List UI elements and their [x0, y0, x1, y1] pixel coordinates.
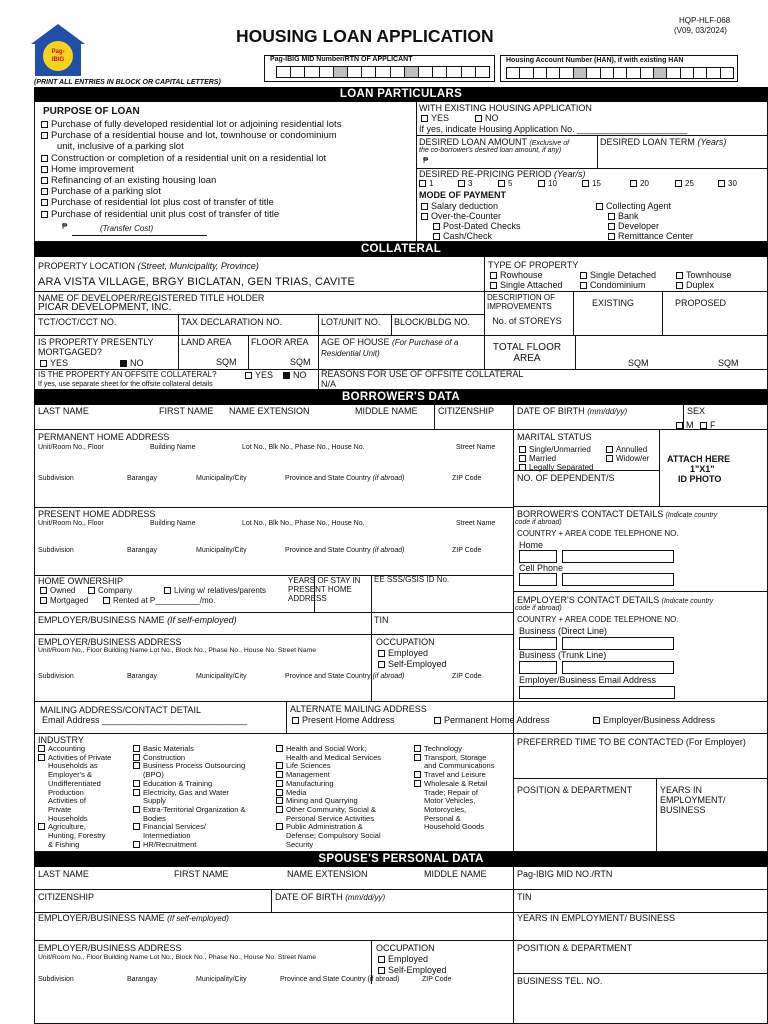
purpose-option[interactable]: Purchase of residential unit plus cost of transfer of title: [41, 209, 341, 220]
mode-of-payment-label: MODE OF PAYMENT: [419, 190, 507, 200]
industry-col-1: Accounting Activities of Private Households as Employer's & Undifferentiated Production Activities of Private Households Agriculture, Hunting, Forestry & Fishing: [38, 745, 111, 849]
mode-salary[interactable]: Salary deduction: [421, 201, 498, 211]
cell-phone-label: Cell Phone: [519, 563, 564, 573]
sss-gsis-label: EE SSS/GSIS ID No.: [374, 575, 450, 584]
industry-option[interactable]: Electricity, Gas and Water: [133, 789, 246, 798]
industry-option[interactable]: Media: [276, 789, 381, 798]
emp-municipality-label: Municipality/City: [196, 673, 247, 680]
alt-employer-address[interactable]: Employer/Business Address: [593, 715, 715, 725]
land-area-label: LAND AREA: [181, 337, 232, 347]
cell-phone-code-input[interactable]: [519, 573, 557, 586]
industry-option[interactable]: HR/Recruitment: [133, 841, 246, 850]
industry-option[interactable]: Technology: [414, 745, 494, 754]
present-unit-label: Unit/Room No., Floor: [38, 520, 104, 527]
emp-province-label: Province and State Country (if abroad): [285, 673, 405, 680]
mailing-address-label: MAILING ADDRESS/CONTACT DETAIL: [40, 705, 202, 715]
marital-married[interactable]: Married: [519, 455, 556, 464]
offsite-reasons-value[interactable]: N/A: [321, 379, 337, 389]
industry-option[interactable]: Life Sciences: [276, 762, 381, 771]
present-building-label: Building Name: [150, 520, 196, 527]
present-municipality-label: Municipality/City: [196, 547, 247, 554]
perm-municipality-label: Municipality/City: [196, 475, 247, 482]
perm-subdivision-label: Subdivision: [38, 475, 74, 482]
industry-option[interactable]: Accounting: [38, 745, 111, 754]
proposed-label: PROPOSED: [675, 298, 727, 308]
type-single-detached[interactable]: Single Detached: [580, 270, 656, 280]
spouse-last-name-label: LAST NAME: [38, 869, 89, 879]
industry-option[interactable]: Other Community, Social &: [276, 806, 381, 815]
borrower-country-code-label: COUNTRY + AREA CODE TELEPHONE NO.: [517, 529, 679, 538]
marital-widow[interactable]: Widow/er: [606, 455, 649, 464]
spouse-zip-label: ZIP Code: [422, 976, 452, 983]
transfer-cost-field[interactable]: (Transfer Cost): [72, 225, 207, 236]
email-address-field[interactable]: Email Address _____________________________: [42, 715, 248, 725]
employer-contact-note: code if abroad): [515, 605, 562, 612]
business-trunk-label: Business (Trunk Line): [519, 650, 607, 660]
desired-amount-label: DESIRED LOAN AMOUNT (Exclusive of: [419, 137, 570, 147]
position-department-label: POSITION & DEPARTMENT: [517, 785, 633, 795]
industry-col-2: Basic Materials Construction Business Process Outsourcing (BPO) Education & Training Electricity, Gas and Water Supply Extra-Territorial Organization & Bodies Financial Services/ Intermediation HR/Recruitment: [133, 745, 246, 849]
repricing-3[interactable]: 3: [458, 180, 472, 189]
borrower-sex-label: SEX: [687, 406, 706, 416]
industry-option[interactable]: Management: [276, 771, 381, 780]
ownership-rented[interactable]: Rented at P__________/mo.: [103, 597, 215, 606]
industry-option[interactable]: Financial Services/: [133, 823, 246, 832]
block-label: BLOCK/BLDG NO.: [394, 317, 471, 327]
mode-otc[interactable]: Over-the-Counter: [421, 211, 501, 221]
years-of-stay-label: YEARS OF STAY IN PRESENT HOME ADDRESS: [288, 576, 361, 603]
type-duplex[interactable]: Duplex: [676, 280, 714, 290]
present-street-label: Street Name: [456, 520, 496, 527]
type-rowhouse[interactable]: Rowhouse: [490, 270, 543, 280]
spouse-dob-label: DATE OF BIRTH (mm/dd/yy): [275, 892, 386, 902]
mode-agent[interactable]: Collecting Agent: [596, 201, 671, 211]
mortgaged-label: IS PROPERTY PRESENTLY MORTGAGED?: [38, 337, 154, 357]
desired-amount-note: the co-borrower's desired loan amount, if any): [419, 147, 562, 154]
tax-declaration-label: TAX DECLARATION NO.: [181, 317, 283, 327]
svg-text:Pag-: Pag-: [51, 49, 65, 55]
purpose-option[interactable]: Construction or completion of a residential unit on a residential lot: [41, 153, 341, 164]
home-phone-input[interactable]: [562, 550, 674, 563]
employer-country-code-label: COUNTRY + AREA CODE TELEPHONE NO.: [517, 615, 679, 624]
spouse-business-tel-label: BUSINESS TEL. NO.: [517, 976, 603, 986]
total-floor-area-label: TOTAL FLOOR AREA: [492, 342, 562, 364]
collateral-band: COLLATERAL: [34, 242, 768, 257]
present-barangay-label: Barangay: [127, 547, 157, 554]
employer-address-label: EMPLOYER/BUSINESS ADDRESS: [38, 637, 182, 647]
preferred-time-label: PREFERRED TIME TO BE CONTACTED (For Employer): [517, 737, 746, 747]
mortgaged-yes[interactable]: YES: [40, 358, 68, 368]
spouse-first-name-label: FIRST NAME: [174, 869, 229, 879]
tct-label: TCT/OCT/CCT NO.: [38, 317, 117, 327]
existing-yes[interactable]: YES: [421, 113, 449, 123]
spouse-data-band: SPOUSE'S PERSONAL DATA: [34, 852, 768, 867]
mid-label: Pag-IBIG MID Number/RTN OF APPLICANT: [270, 56, 413, 63]
business-direct-input[interactable]: [562, 637, 674, 650]
mode-developer[interactable]: Developer: [608, 221, 659, 231]
borrower-first-name-label: FIRST NAME: [159, 406, 214, 416]
spouse-municipality-label: Municipality/City: [196, 976, 247, 983]
borrower-citizenship-label: CITIZENSHIP: [438, 406, 495, 416]
borrower-contact-note: code if abroad): [515, 519, 562, 526]
spouse-years-employment-label: YEARS IN EMPLOYMENT/ BUSINESS: [517, 913, 676, 923]
marital-status-label: MARITAL STATUS: [517, 432, 592, 442]
purpose-option[interactable]: Purchase of a residential house and lot, townhouse or condominium: [41, 130, 341, 141]
han-input[interactable]: [506, 67, 734, 79]
type-of-property-label: TYPE OF PROPERTY: [488, 260, 579, 270]
floor-area-label: FLOOR AREA: [251, 337, 309, 347]
industry-option[interactable]: Transport, Storage: [414, 754, 494, 763]
occupation-employed[interactable]: Employed: [378, 648, 428, 658]
occupation-self-employed[interactable]: Self-Employed: [378, 659, 447, 669]
developer-value[interactable]: PICAR DEVELOPMENT, INC.: [38, 302, 172, 313]
home-phone-label: Home: [519, 540, 544, 550]
perm-province-label: Province and State Country (if abroad): [285, 475, 405, 482]
spouse-tin-label: TIN: [517, 892, 532, 902]
spouse-name-ext-label: NAME EXTENSION: [287, 869, 368, 879]
spouse-middle-name-label: MIDDLE NAME: [424, 869, 487, 879]
mid-number-input[interactable]: [276, 66, 490, 78]
present-zip-label: ZIP Code: [452, 547, 482, 554]
purpose-option[interactable]: Refinancing of an existing housing loan: [41, 175, 341, 186]
borrower-last-name-label: LAST NAME: [38, 406, 89, 416]
type-single-attached[interactable]: Single Attached: [490, 280, 563, 290]
description-improvements-label: DESCRIPTION OF IMPROVEMENTS: [487, 293, 556, 311]
spouse-employer-address-fields: Unit/Room No., Floor Building Name Lot No., Block No., Phase No., House No. Street Name: [38, 954, 317, 961]
application-no-field[interactable]: If yes, indicate Housing Application No. ______________________: [419, 124, 688, 134]
repricing-1[interactable]: 1: [419, 180, 433, 189]
borrower-dob-label: DATE OF BIRTH (mm/dd/yy): [517, 406, 628, 416]
form-version: (V09, 03/2024): [674, 26, 727, 35]
purpose-option[interactable]: Purchase of residential lot plus cost of transfer of title: [41, 197, 341, 208]
developer-label: NAME OF DEVELOPER/REGISTERED TITLE HOLDER: [38, 293, 265, 303]
desired-term-label: DESIRED LOAN TERM (Years): [600, 137, 727, 147]
svg-text:IBIG: IBIG: [51, 57, 65, 63]
perm-barangay-label: Barangay: [127, 475, 157, 482]
borrower-middle-name-label: MIDDLE NAME: [355, 406, 418, 416]
spouse-employer-address-label: EMPLOYER/BUSINESS ADDRESS: [38, 943, 182, 953]
occupation-label: OCCUPATION: [376, 637, 435, 647]
present-subdivision-label: Subdivision: [38, 547, 74, 554]
sex-male[interactable]: M: [676, 420, 694, 430]
repricing-25[interactable]: 25: [675, 180, 694, 189]
perm-zip-label: ZIP Code: [452, 475, 482, 482]
offsite-reasons-label: REASONS FOR USE OF OFFSITE COLLATERAL: [321, 369, 524, 379]
offsite-yes[interactable]: YES: [245, 370, 273, 380]
emp-barangay-label: Barangay: [127, 673, 157, 680]
home-phone-code-input[interactable]: [519, 550, 557, 563]
industry-option[interactable]: Health and Social Work;: [276, 745, 381, 754]
spouse-province-label: Province and State Country (if abroad): [280, 976, 400, 983]
spouse-barangay-label: Barangay: [127, 976, 157, 983]
industry-option[interactable]: Construction: [133, 754, 246, 763]
spouse-occupation-employed[interactable]: Employed: [378, 954, 428, 964]
industry-option[interactable]: Business Process Outsourcing: [133, 762, 246, 771]
industry-option[interactable]: Agriculture,: [38, 823, 111, 832]
industry-option[interactable]: Education & Training: [133, 780, 246, 789]
purpose-option[interactable]: Home improvement: [41, 164, 341, 175]
print-instruction: (PRINT ALL ENTRIES IN BLOCK OR CAPITAL LETTERS): [34, 79, 221, 86]
ownership-living[interactable]: Living w/ relatives/parents: [164, 587, 266, 596]
industry-option[interactable]: Manufacturing: [276, 780, 381, 789]
alternate-mailing-label: ALTERNATE MAILING ADDRESS: [290, 704, 427, 714]
industry-option[interactable]: Activities of Private: [38, 754, 111, 763]
spouse-citizenship-label: CITIZENSHIP: [38, 892, 95, 902]
industry-option[interactable]: Basic Materials: [133, 745, 246, 754]
alt-present-address[interactable]: Present Home Address: [292, 715, 395, 725]
alt-permanent-address[interactable]: Permanent Home Address: [434, 715, 550, 725]
spouse-subdivision-label: Subdivision: [38, 976, 74, 983]
present-address-label: PRESENT HOME ADDRESS: [38, 509, 156, 519]
ownership-mortgaged[interactable]: Mortgaged: [40, 597, 88, 606]
business-email-input[interactable]: [519, 686, 675, 699]
emp-subdivision-label: Subdivision: [38, 673, 74, 680]
employer-address-fields: Unit/Room No., Floor Building Name Lot No., Block No., Phase No., House No. Street Name: [38, 647, 317, 654]
business-trunk-code-input[interactable]: [519, 661, 557, 674]
industry-option[interactable]: Travel and Leisure: [414, 771, 494, 780]
borrower-tin-label: TIN: [374, 615, 389, 625]
employer-contact-label: EMPLOYER'S CONTACT DETAILS (Indicate country: [517, 595, 714, 605]
industry-label: INDUSTRY: [38, 735, 84, 745]
perm-street-label: Street Name: [456, 444, 496, 451]
perm-building-label: Building Name: [150, 444, 196, 451]
transfer-cost-peso: ₱: [62, 222, 68, 231]
borrower-contact-label: BORROWER'S CONTACT DETAILS (Indicate country: [517, 509, 718, 519]
marital-annulled[interactable]: Annulled: [606, 446, 647, 455]
floor-area-sqm: SQM: [290, 357, 311, 367]
ownership-company[interactable]: Company: [88, 587, 132, 596]
industry-col-4: Technology Transport, Storage and Communications Travel and Leisure Wholesale & Retail Trade; Repair of Motor Vehicles, Motorcycles, Personal & Household Goods: [414, 745, 494, 832]
repricing-10[interactable]: 10: [538, 180, 557, 189]
years-in-employment-label: YEARS IN EMPLOYMENT/ BUSINESS: [660, 785, 726, 815]
proposed-sqm: SQM: [718, 358, 739, 368]
marital-separated[interactable]: Legally Separated: [519, 464, 594, 473]
offsite-note: If yes, use separate sheet for the offsite collateral details: [38, 381, 213, 388]
repricing-20[interactable]: 20: [630, 180, 649, 189]
borrowers-data-band: BORROWER'S DATA: [34, 390, 768, 405]
form-title: HOUSING LOAN APPLICATION: [236, 26, 494, 46]
repricing-15[interactable]: 15: [582, 180, 601, 189]
storeys-label: No. of STOREYS: [492, 316, 562, 326]
home-ownership-label: HOME OWNERSHIP: [38, 576, 124, 586]
loan-particulars-band: LOAN PARTICULARS: [34, 87, 768, 102]
purpose-title: PURPOSE OF LOAN: [43, 106, 140, 117]
existing-label: EXISTING: [592, 298, 635, 308]
existing-sqm: SQM: [628, 358, 649, 368]
spouse-occupation-label: OCCUPATION: [376, 943, 435, 953]
ownership-owned[interactable]: Owned: [40, 587, 75, 596]
property-location-label: PROPERTY LOCATION (Street, Municipality, Province): [38, 261, 259, 271]
repricing-5[interactable]: 5: [498, 180, 512, 189]
offsite-no[interactable]: NO: [283, 370, 307, 380]
permanent-address-label: PERMANENT HOME ADDRESS: [38, 432, 170, 442]
purpose-option[interactable]: Purchase of a parking slot: [41, 186, 341, 197]
existing-application-label: WITH EXISTING HOUSING APPLICATION: [419, 103, 592, 113]
industry-col-3: Health and Social Work; Health and Medical Services Life Sciences Management Manufacturing Media Mining and Quarrying Other Community, Social & Personal Service Activities Public Administration & Defense; Compulsory Social Security: [276, 745, 381, 849]
land-area-sqm: SQM: [216, 357, 237, 367]
borrower-name-ext-label: NAME EXTENSION: [229, 406, 310, 416]
marital-single[interactable]: Single/Unmarried: [519, 446, 591, 455]
mode-bank[interactable]: Bank: [608, 211, 639, 221]
property-location-value[interactable]: ARA VISTA VILLAGE, BRGY BICLATAN, GEN TRIAS, CAVITE: [38, 276, 356, 288]
industry-option[interactable]: Public Administration &: [276, 823, 381, 832]
age-of-house-label: AGE OF HOUSE (For Purchase of a Residential Unit): [321, 337, 459, 358]
business-trunk-input[interactable]: [562, 661, 674, 674]
photo-id-label: ID PHOTO: [678, 474, 722, 484]
photo-attach-label: ATTACH HERE: [667, 454, 731, 464]
spouse-mid-label: Pag-IBIG MID NO./RTN: [517, 869, 613, 879]
industry-option[interactable]: Wholesale & Retail: [414, 780, 494, 789]
spouse-employer-name-label: EMPLOYER/BUSINESS NAME (If self-employed): [38, 913, 229, 923]
spouse-position-label: POSITION & DEPARTMENT: [517, 943, 633, 953]
lot-unit-label: LOT/UNIT NO.: [321, 317, 381, 327]
perm-unit-label: Unit/Room No., Floor: [38, 444, 104, 451]
mode-pdc[interactable]: Post-Dated Checks: [433, 221, 521, 231]
purpose-option-continued: unit, inclusive of a parking slot: [57, 141, 184, 153]
existing-no[interactable]: NO: [475, 113, 499, 123]
sex-female[interactable]: F: [700, 420, 716, 430]
desired-amount-peso[interactable]: ₱: [423, 156, 429, 165]
type-townhouse[interactable]: Townhouse: [676, 270, 732, 280]
offsite-label: IS THE PROPERTY AN OFFSITE COLLATERAL?: [38, 370, 217, 379]
present-province-label: Province and State Country (if abroad): [285, 547, 405, 554]
industry-option[interactable]: Extra-Territorial Organization &: [133, 806, 246, 815]
pagibig-logo: [29, 22, 87, 78]
photo-size-label: 1"X1": [690, 464, 715, 474]
cell-phone-input[interactable]: [562, 573, 674, 586]
purpose-option[interactable]: Purchase of fully developed residential lot or adjoining residential lots: [41, 119, 341, 130]
type-condominium[interactable]: Condominium: [580, 280, 646, 290]
emp-zip-label: ZIP Code: [452, 673, 482, 680]
business-email-label: Employer/Business Email Address: [519, 675, 657, 685]
spouse-occupation-self-employed[interactable]: Self-Employed: [378, 965, 447, 975]
present-lot-label: Lot No., Blk No., Phase No., House No.: [242, 520, 365, 527]
han-label: Housing Account Number (HAN), if with existing HAN: [506, 57, 684, 64]
repricing-30[interactable]: 30: [718, 180, 737, 189]
mode-cash[interactable]: Cash/Check: [433, 231, 492, 241]
employer-name-label: EMPLOYER/BUSINESS NAME (If self-employed): [38, 615, 237, 625]
purpose-list: [41, 119, 341, 220]
industry-option[interactable]: Mining and Quarrying: [276, 797, 381, 806]
form-code: HQP-HLF-068: [679, 16, 731, 25]
mortgaged-no[interactable]: NO: [120, 358, 144, 368]
business-direct-code-input[interactable]: [519, 637, 557, 650]
perm-lot-label: Lot No., Blk No., Phase No., House No.: [242, 444, 365, 451]
business-direct-label: Business (Direct Line): [519, 626, 608, 636]
repricing-label: DESIRED RE-PRICING PERIOD (Year/s): [419, 169, 586, 179]
mode-remittance[interactable]: Remittance Center: [608, 231, 693, 241]
dependents-label: NO. OF DEPENDENT/S: [517, 473, 615, 483]
